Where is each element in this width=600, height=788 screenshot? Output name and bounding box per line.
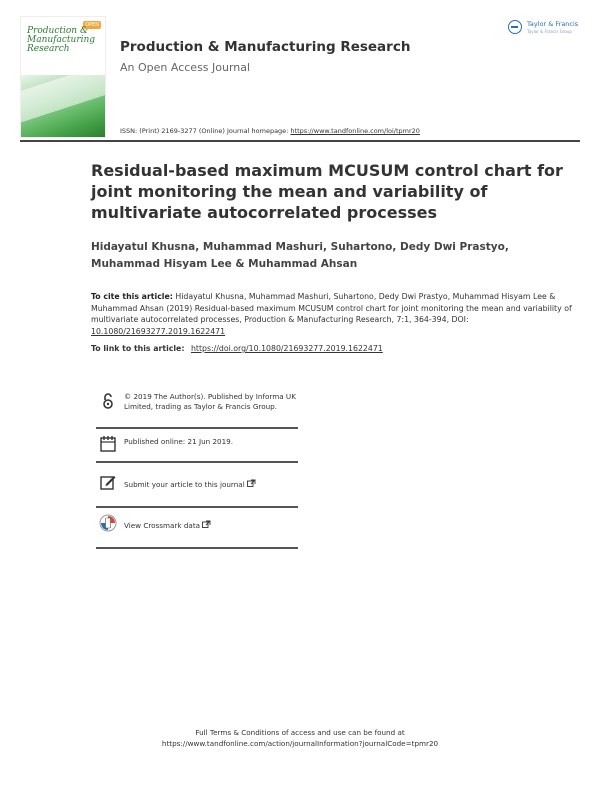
taylor-francis-logo-icon <box>508 20 522 34</box>
article-authors: Hidayatul Khusna, Muhammad Mashuri, Suhartono, Dedy Dwi Prastyo, Muhammad Hisyam Lee & Muhammad Ahsan <box>91 241 509 270</box>
external-link-icon <box>247 479 256 487</box>
calendar-icon <box>99 435 117 453</box>
submit-row[interactable] <box>96 473 298 491</box>
open-access-lock-icon <box>99 392 117 410</box>
citation-block <box>91 291 581 337</box>
footer-terms-link[interactable]: https://www.tandfonline.com/action/journalInformation?journalCode=tpmr20 <box>161 738 439 748</box>
submit-article-link[interactable]: Submit your article to this journal <box>124 479 300 490</box>
citation-label: To cite this article: <box>91 292 173 301</box>
publisher-name: Taylor & Francis <box>527 20 579 28</box>
license-row <box>96 392 298 426</box>
crossmark-row[interactable] <box>96 514 298 534</box>
published-row <box>96 435 298 453</box>
published-date: Published online: 21 Jun 2019. <box>124 437 234 446</box>
cover-title: Production & Manufacturing Research <box>27 26 96 54</box>
article-link-line <box>91 344 383 353</box>
footer-terms-line: Full Terms & Conditions of access and use can be found at <box>195 728 405 737</box>
journal-subtitle: An Open Access Journal <box>120 61 251 74</box>
link-label: To link to this article: <box>91 344 185 353</box>
crossmark-icon <box>99 514 117 532</box>
edit-icon <box>99 473 117 491</box>
citation-text: Hidayatul Khusna, Muhammad Mashuri, Suhartono, Dedy Dwi Prastyo, Muhammad Hisyam Lee & Muhammad Ahsan (2019) Residual-based maximum MCUSUM control chart for joint monitoring the mean and variability of multivariate autocorrelated processes, Production & Manufacturing Research, 7:1, 364-394, DOI: <box>91 292 572 324</box>
article-doi-url[interactable]: https://doi.org/10.1080/21693277.2019.1622471 <box>190 344 383 353</box>
journal-homepage-link[interactable]: https://www.tandfonline.com/loi/tpmr20 <box>290 127 420 135</box>
issn-line: ISSN: (Print) 2169-3277 (Online) Journal homepage: https://www.tandfonline.com/loi/tpmr20 <box>120 127 420 135</box>
footer <box>0 728 600 749</box>
publisher-logo[interactable] <box>508 18 588 40</box>
crossmark-link[interactable]: View Crossmark data <box>124 520 300 531</box>
header-divider <box>20 140 580 142</box>
license-text: © 2019 The Author(s). Published by Informa UK Limited, trading as Taylor & Francis Group. <box>124 392 296 411</box>
open-access-badge: OPEN <box>85 22 99 28</box>
journal-cover <box>20 16 106 138</box>
citation-doi-link[interactable]: 10.1080/21693277.2019.1622471 <box>91 326 226 336</box>
article-title: Residual-based maximum MCUSUM control chart for joint monitoring the mean and variability of multivariate autocorrelated processes <box>91 161 563 222</box>
external-link-icon <box>202 520 211 528</box>
publisher-tagline: Taylor & Francis Group <box>527 29 572 34</box>
journal-title: Production & Manufacturing Research <box>120 39 411 55</box>
